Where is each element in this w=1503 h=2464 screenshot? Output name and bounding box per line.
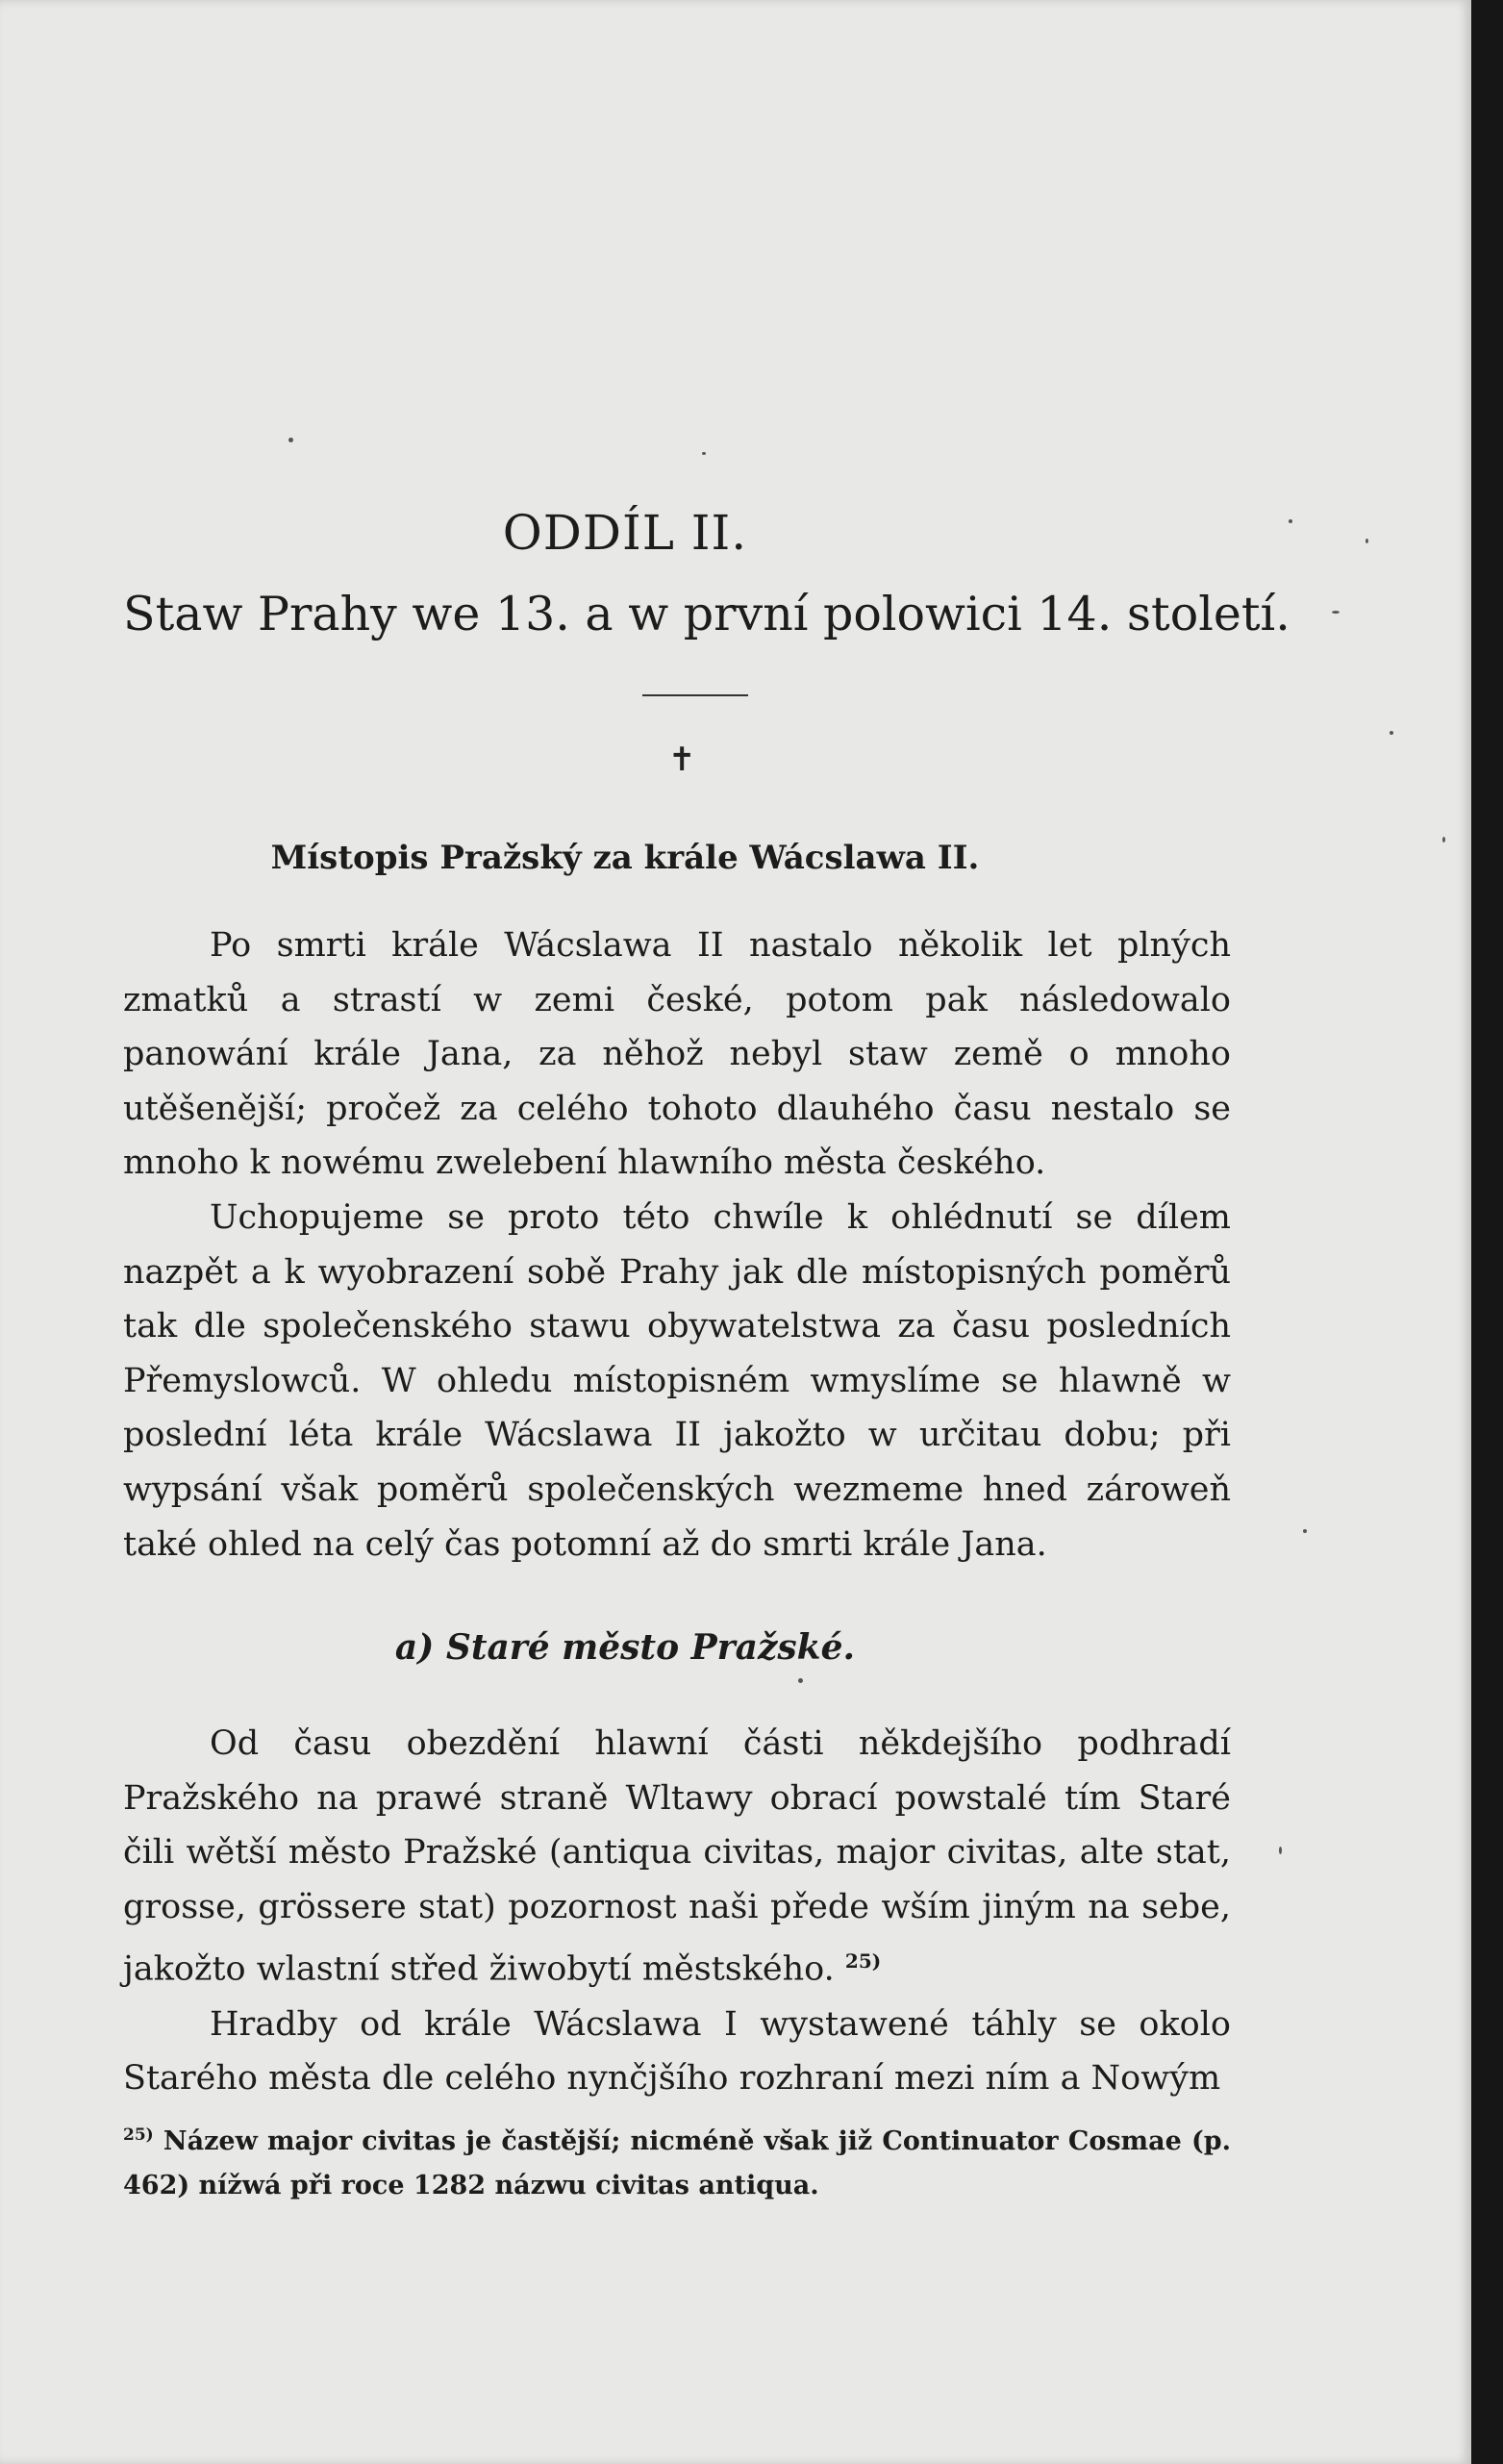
subtitle: Místopis Pražský za krále Wácslawa II.	[270, 839, 980, 877]
footnote-mark: 25)	[123, 2125, 154, 2145]
chapter-title: Staw Prahy we 13. a w první polowici 14. století.	[123, 587, 1290, 641]
paragraph-2: Uchopujeme se proto této chwíle k ohlédnutí se dílem nazpět a k wyobrazení sobě Prahy jak dle místopisných poměrů tak dle společenského stawu obywatelstwa za času posledních Přemyslowců. W ohledu místopisném wmyslíme se hlawně w poslední léta krále Wácslawa II jakožto w určitau dobu; při wypsání však poměrů společenských wezmeme hned zároweň také ohled na celý čas potomní až do smrti krále Jana.	[123, 1197, 1231, 1564]
cross-icon: ✝	[668, 741, 696, 779]
scan-edge	[1471, 0, 1503, 2464]
footnote-reference: 25)	[844, 1949, 882, 1974]
title-divider	[642, 694, 748, 696]
section-heading: ODDÍL II.	[502, 505, 748, 561]
paragraph-a1-text: Od času obezdění hlawní části někdejšího podhradí Pražského na prawé straně Wltawy obrací powstalé tím Staré čili wětší město Pražské (antiqua civitas, major civitas, alte stat, grosse, grössere stat) pozornost naši přede wším jiným na sebe, jakožto wlastní střed žiwobytí městského.	[123, 1724, 1231, 1990]
section-a-text	[123, 1717, 1231, 2106]
footnote-text: Názew major civitas je častější; nicméně však již Continuator Cosmae (p. 462) nížwá při roce 1282 názwu civitas antiqua.	[123, 2126, 1232, 2200]
intro-text	[123, 918, 1231, 1571]
section-a-heading: a) Staré město Pražské.	[394, 1627, 856, 1668]
footnote	[123, 2113, 1231, 2208]
paragraph-1: Po smrti krále Wácslawa II nastalo několik let plných zmatků a strastí w zemi české, potom pak následowalo panowání krále Jana, za něhož nebyl staw země o mnoho utěšenější; pročež za celého tohoto dlauhého času nestalo se mnoho k nowému zwelebení hlawního města českého.	[123, 926, 1231, 1183]
paragraph-a2: Hradby od krále Wácslawa I wystawené táhly se okolo Starého města dle celého nynčjšího rozhraní mezi ním a Nowým	[123, 2004, 1231, 2099]
paragraph-a1	[123, 1717, 1231, 1998]
